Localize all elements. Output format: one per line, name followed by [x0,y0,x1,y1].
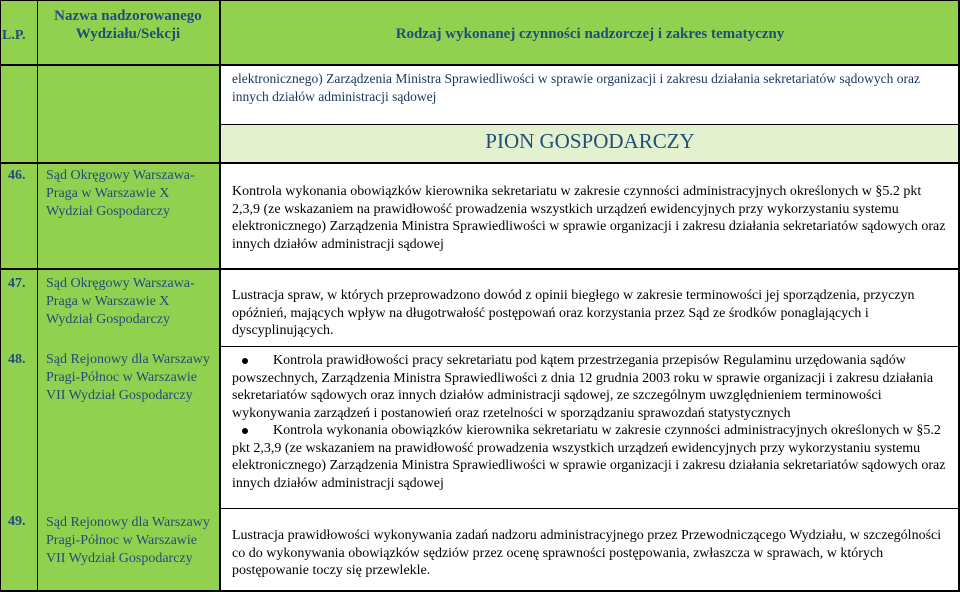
section-title: PION GOSPODARCZY [485,129,695,153]
row-46-text: Kontrola wykonania obowiązków kierownika sekretariatu w zakresie czynności administracyjnych określonych w §5.2 pkt 2,3,9 (ze wskazaniem na prawidłowość prowadzenia wszystkich urządzeń ewidencyjnych przy wykorzystaniu systemu elektronicznego) Zarządzenia Ministra Sprawiedliwości w sprawie organizacji i zakresu działania sekretariatów sądowych oraz innych działów administracji sądowej [232,184,946,252]
bullet-icon [242,358,248,364]
continuation-text: elektronicznego) Zarządzenia Ministra Sprawiedliwości w sprawie organizacji i zakresu działania sekretariatów sądowych oraz innych działów administracji sądowej [232,71,920,104]
row-number: 47. [8,276,26,291]
header-lp: L.P. [2,28,26,43]
court-name: Sąd Okręgowy Warszawa-Praga w Warszawie X Wydział Gospodarczy [46,276,195,327]
row-number: 46. [8,168,26,183]
bullet-icon [242,428,248,434]
row-48-bullet-list [232,352,952,492]
header-scope: Rodzaj wykonanej czynności nadzorczej i zakres tematyczny [395,26,785,42]
list-item: Kontrola wykonania obowiązków kierownika sekretariatu w zakresie czynności administracyjnych określonych w §5.2 pkt 2,3,9 (ze wskazaniem na prawidłowość prowadzenia wszystkich urządzeń ewidencyjnych przy wykorzystaniu systemu elektronicznego) Zarządzenia Ministra Sprawiedliwości w sprawie organizacji i zakresu działania sekretariatów sądowych oraz innych działów administracji sądowej [232,423,946,491]
row-number: 49. [8,514,26,529]
list-item: Kontrola prawidłowości pracy sekretariatu pod kątem przestrzegania przepisów Regulaminu urzędowania sądów powszechnych, Zarządzenia Ministra Sprawiedliwości z dnia 12 grudnia 2003 roku w sprawie organizacji i zakresu działania sekretariatów sądowych oraz innych działów administracji sądowej, ze szczególnym uwzględnieniem terminowości wykonywania zarządzeń i postanowień oraz rzetelności w sporządzaniu sprawozdań statystycznych [232,353,934,421]
court-name: Sąd Rejonowy dla Warszawy Pragi-Północ w Warszawie VII Wydział Gospodarczy [46,352,210,403]
court-name: Sąd Rejonowy dla Warszawy Pragi-Północ w Warszawie VII Wydział Gospodarczy [46,515,210,566]
header-unit: Nazwa nadzorowanego Wydziału/Sekcji [54,8,202,42]
row-49-text: Lustracja prawidłowości wykonywania zadań nadzoru administracyjnego przez Przewodniczącego Wydziału, w szczególności co do wykonywania obowiązków sędziów przez ocenę sprawności postępowania, zwłaszcza w sprawach, w których postępowanie toczy się przewlekle. [232,528,942,578]
court-name: Sąd Okręgowy Warszawa-Praga w Warszawie X Wydział Gospodarczy [46,168,195,219]
row-number: 48. [8,352,26,367]
row-47-text: Lustracja spraw, w których przeprowadzono dowód z opinii biegłego w zakresie terminowości jej sporządzenia, przyczyn opóźnień, mających wpływ na długotrwałość postępowań oraz korzystania przez Sąd ze środków ponaglających i dyscyplinujących. [232,288,915,338]
